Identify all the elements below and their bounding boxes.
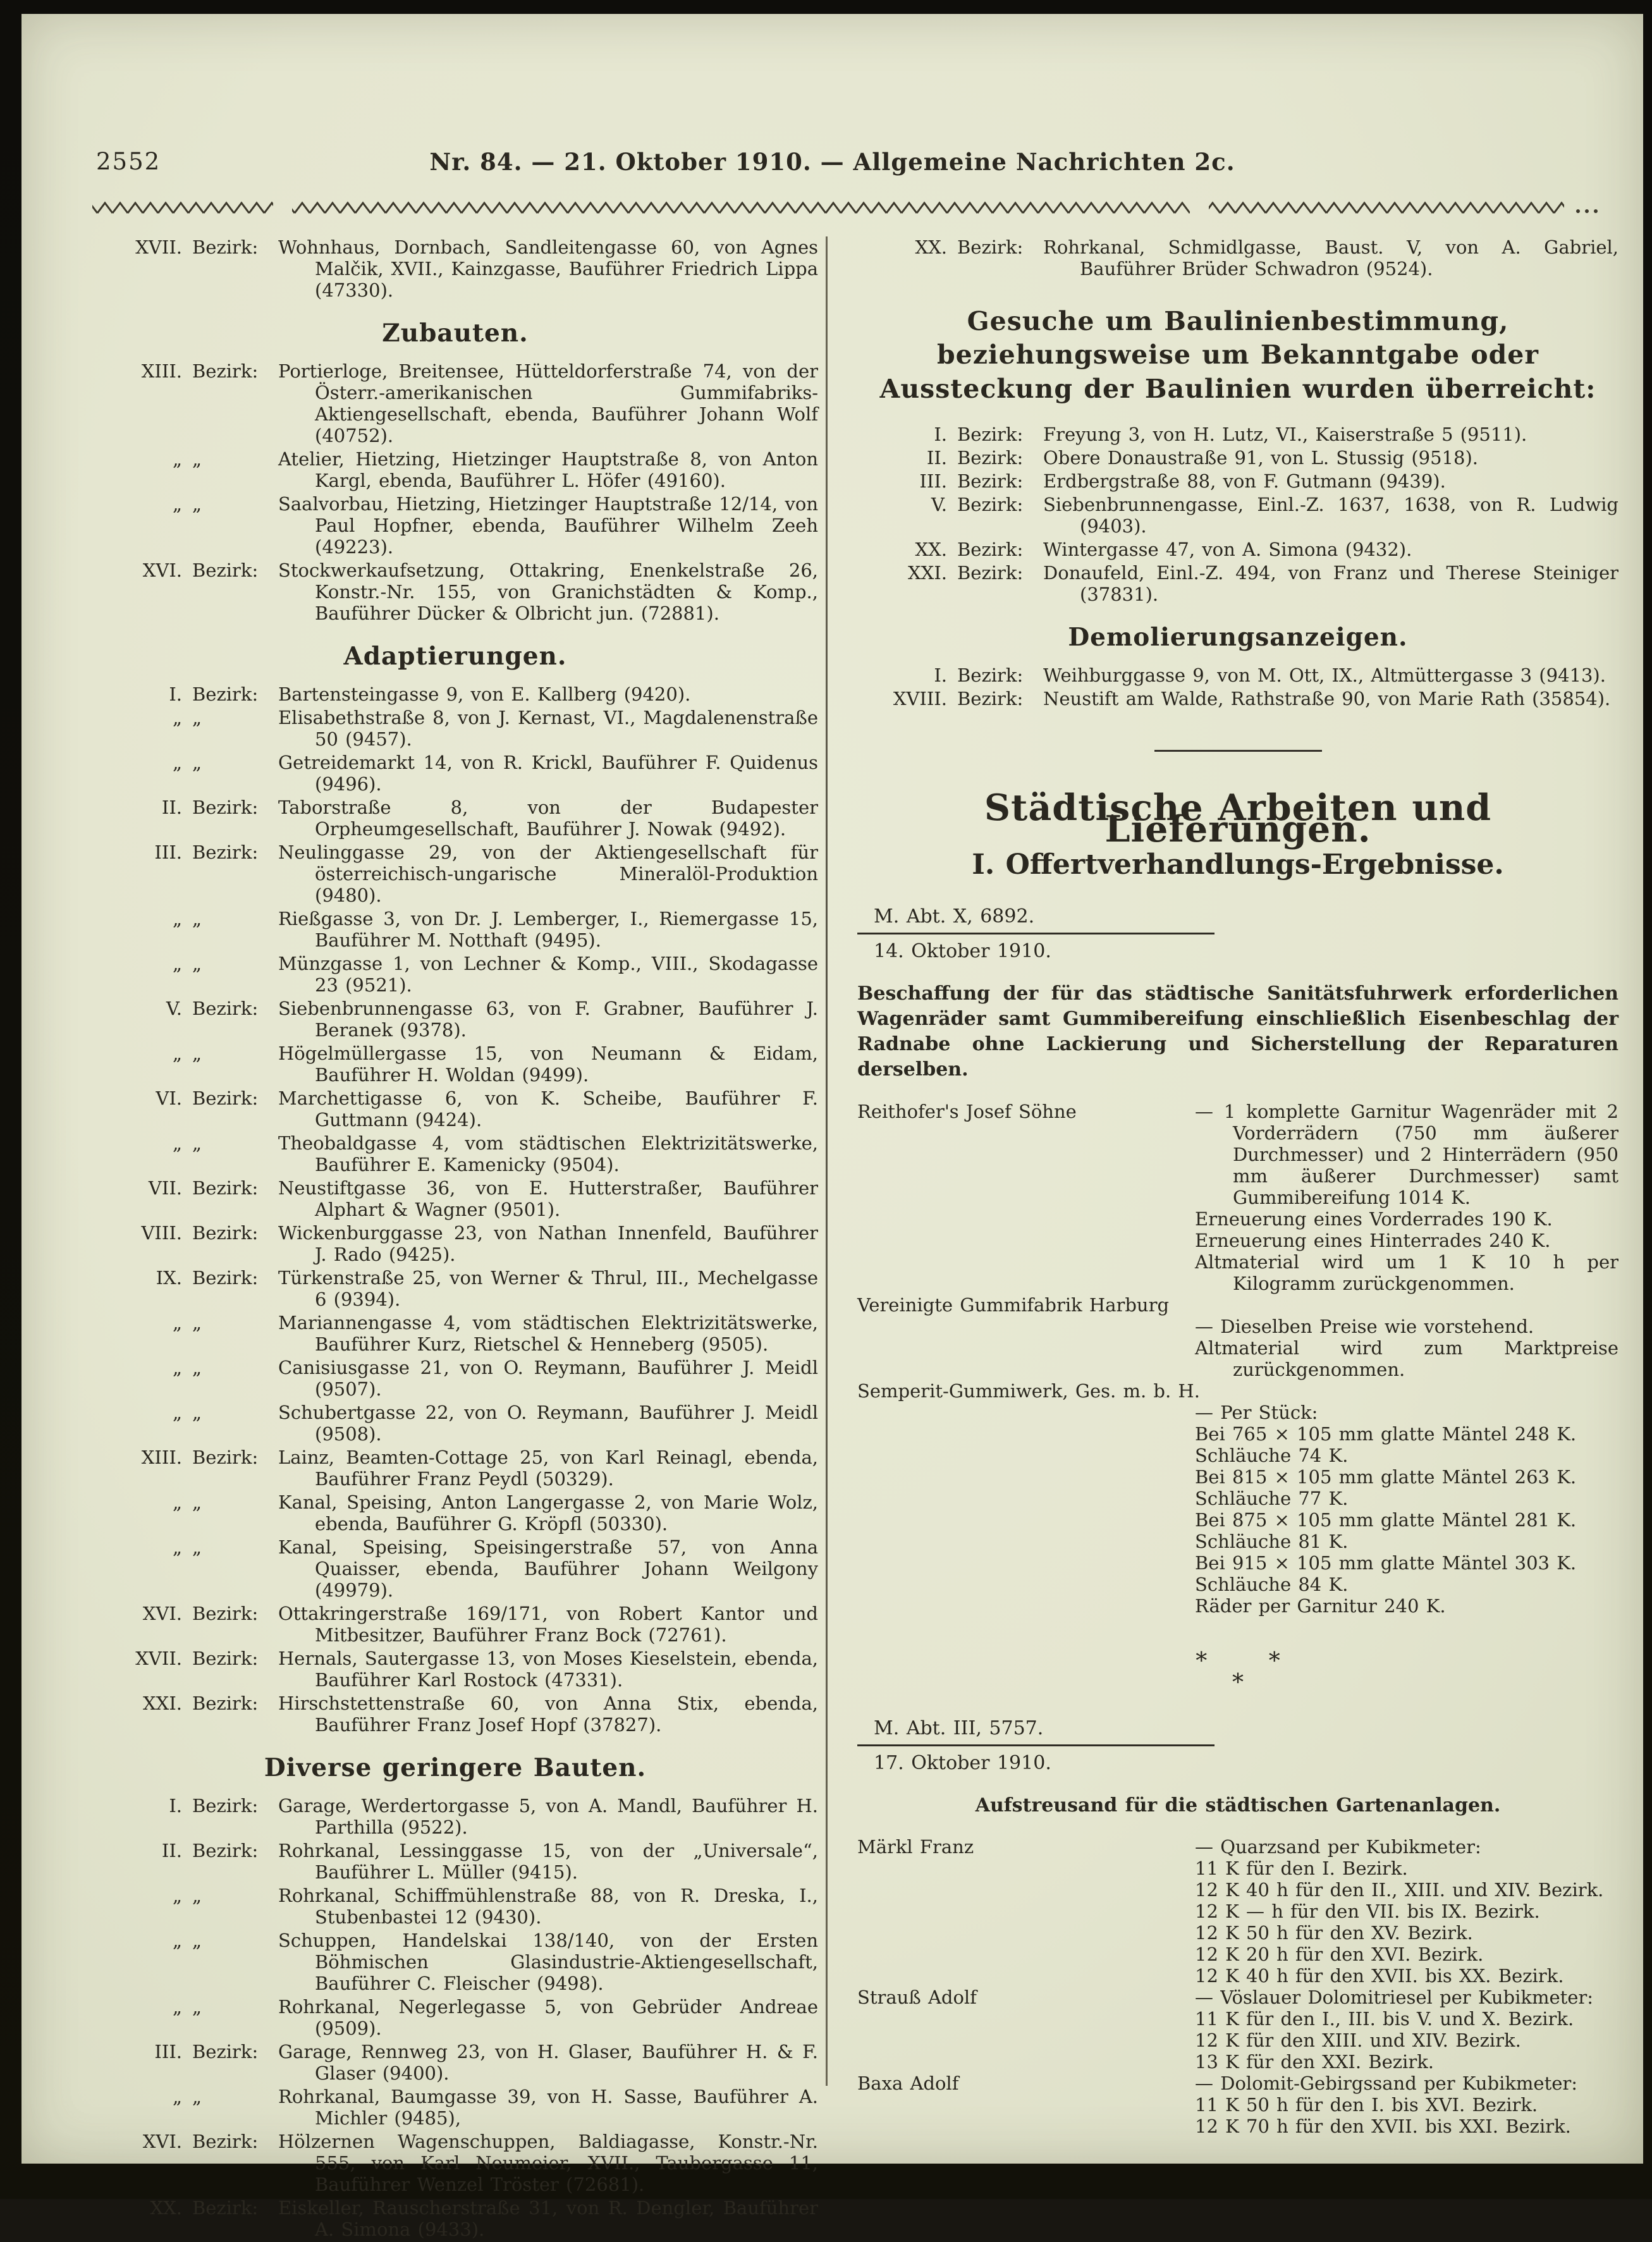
entry-district-label: Bezirk: bbox=[957, 236, 1024, 258]
entry-district-number: „ bbox=[172, 1043, 182, 1064]
notice-date: 17. Oktober 1910. bbox=[874, 1751, 1051, 1774]
entry-district-number: II. bbox=[161, 1840, 182, 1861]
entry-district-label: „ bbox=[192, 1132, 202, 1154]
entry-district-label: Bezirk: bbox=[192, 1267, 259, 1289]
permit-entry bbox=[857, 539, 1618, 560]
entry-district-number: „ bbox=[172, 953, 182, 974]
offer-line: 12 K 50 h für den XV. Bezirk. bbox=[1195, 1921, 1473, 1944]
offer-line: 11 K für den I. Bezirk. bbox=[1195, 1857, 1408, 1879]
page-header-title: Nr. 84. — 21. Oktober 1910. — Allgemeine Nachrichten 2c. bbox=[429, 148, 1235, 176]
permit-entry bbox=[92, 1132, 818, 1175]
entry-district-number: VIII. bbox=[141, 1222, 182, 1244]
permit-entry bbox=[92, 2131, 818, 2195]
entry-text: Wickenburggasse 23, von Nathan Innenfeld, Bauführer J. Rado (9425). bbox=[278, 1222, 818, 1265]
offer-line: 12 K 20 h für den XVI. Bezirk. bbox=[1195, 1943, 1484, 1965]
entry-district-label: Bezirk: bbox=[192, 1840, 259, 1861]
offer-line: 12 K für den XIII. und XIV. Bezirk. bbox=[1195, 2029, 1521, 2051]
zubauten-entries bbox=[92, 360, 818, 624]
entry-district-number: II. bbox=[926, 446, 947, 469]
permit-entry bbox=[92, 752, 818, 795]
entry-district-label: Bezirk: bbox=[957, 493, 1024, 515]
column-divider-rule bbox=[826, 236, 828, 2086]
permit-entry bbox=[92, 1795, 818, 1838]
entry-district-label: Bezirk: bbox=[192, 560, 259, 581]
offer-row bbox=[857, 1380, 1618, 1617]
heading-diverse-bauten: Diverse geringere Bauten. bbox=[264, 1753, 647, 1782]
entry-district-number: „ bbox=[172, 1132, 182, 1154]
notice-reference-rule bbox=[857, 1744, 1215, 1746]
zigzag-divider bbox=[67, 197, 1600, 219]
offer-bidder-name: Vereinigte Gummifabrik Harburg bbox=[857, 1294, 1170, 1316]
entry-text: Stockwerkaufsetzung, Ottakring, Enenkelstraße 26, Konstr.-Nr. 155, von Granichstädten & Komp., Bauführer Dücker & Olbricht jun. (72881). bbox=[278, 560, 818, 624]
offer-line: Bei 915 × 105 mm glatte Mäntel 303 K. bbox=[1195, 1552, 1577, 1574]
entry-district-label: „ bbox=[192, 2086, 202, 2107]
permit-entry bbox=[92, 1357, 818, 1400]
entry-district-label: „ bbox=[192, 752, 202, 773]
offer-line: 12 K 40 h für den XVII. bis XX. Bezirk. bbox=[1195, 1964, 1564, 1987]
entry-text: Högelmüllergasse 15, von Neumann & Eidam, Bauführer H. Woldan (9499). bbox=[278, 1043, 818, 1086]
asterisk-icon: * bbox=[1268, 1648, 1280, 1674]
permit-entry bbox=[857, 562, 1618, 605]
entry-district-number: XVI. bbox=[142, 560, 182, 581]
entry-district-number: I. bbox=[934, 423, 947, 445]
offer-line: 11 K für den I., III. bis V. und X. Bezirk. bbox=[1195, 2007, 1574, 2030]
offer-details bbox=[1137, 1987, 1618, 2073]
heading-gesuche-baulinien: Gesuche um Baulinienbestimmung, beziehungsweise um Bekanntgabe oder Aussteckung der Baulinien wurden überreicht: bbox=[879, 306, 1596, 404]
entry-district-number: „ bbox=[172, 707, 182, 728]
entry-district-number: V. bbox=[931, 493, 947, 515]
entry-district-number: XXI. bbox=[908, 561, 947, 584]
permit-entry bbox=[92, 493, 818, 558]
page-number: 2552 bbox=[96, 148, 161, 175]
entry-district-number: V. bbox=[166, 998, 182, 1019]
entry-text: Rohrkanal, Lessinggasse 15, von der „Universale“, Bauführer L. Müller (9415). bbox=[278, 1840, 818, 1883]
entry-district-label: Bezirk: bbox=[192, 360, 259, 382]
entry-district-label: Bezirk: bbox=[192, 2131, 259, 2152]
permit-entry bbox=[92, 2197, 818, 2240]
entry-district-number: I. bbox=[169, 1795, 182, 1816]
offer-line: — 1 komplette Garnitur Wagenräder mit 2 Vorderrädern (750 mm äußerer Durchmesser) und 2 Hinterrädern (950 mm äußerer Durchmesser) samt Gummibereifung 1014 K. bbox=[1195, 1100, 1618, 1208]
entry-district-number: XVIII. bbox=[893, 687, 947, 709]
entry-text: Schuppen, Handelskai 138/140, von der Ersten Böhmischen Glasindustrie-Aktiengesellschaft, Bauführer C. Fleischer (9498). bbox=[278, 1930, 818, 1994]
permit-entry bbox=[92, 1840, 818, 1883]
entry-district-number: III. bbox=[154, 2041, 182, 2062]
entry-text: Rohrkanal, Negerlegasse 5, von Gebrüder Andreae (9509). bbox=[278, 1996, 818, 2039]
permit-entry bbox=[92, 1447, 818, 1490]
permit-entry bbox=[92, 1312, 818, 1355]
entry-district-number: XX. bbox=[915, 538, 947, 560]
offer-row bbox=[857, 1987, 1618, 2073]
entry-district-label: Bezirk: bbox=[192, 236, 259, 258]
entry-text: Kanal, Speising, Anton Langergasse 2, von Marie Wolz, ebenda, Bauführer G. Kröpfl (50330). bbox=[278, 1492, 818, 1534]
entry-district-number: I. bbox=[169, 683, 182, 705]
offer-line: — Dieselben Preise wie vorstehend. bbox=[1195, 1315, 1534, 1337]
entry-district-label: „ bbox=[192, 1402, 202, 1423]
permit-entry bbox=[92, 1693, 818, 1736]
entry-district-number: XX. bbox=[150, 2197, 182, 2219]
offer-line: Erneuerung eines Hinterrades 240 K. bbox=[1195, 1229, 1551, 1251]
entry-district-label: Bezirk: bbox=[192, 842, 259, 863]
entry-text: Atelier, Hietzing, Hietzinger Hauptstraße 8, von Anton Kargl, ebenda, Bauführer L. Höfer (49160). bbox=[278, 448, 818, 491]
entry-district-number: „ bbox=[172, 1357, 182, 1378]
permit-entry bbox=[92, 1177, 818, 1220]
entry-text: Weihburggasse 9, von M. Ott, IX., Altmüttergasse 3 (9413). bbox=[1043, 664, 1606, 686]
offer-bidder-name: Semperit-Gummiwerk, Ges. m. b. H. bbox=[857, 1380, 1200, 1402]
entry-text: Garage, Rennweg 23, von H. Glaser, Bauführer H. & F. Glaser (9400). bbox=[278, 2041, 818, 2084]
entry-text: Canisiusgasse 21, von O. Reymann, Bauführer J. Meidl (9507). bbox=[278, 1357, 818, 1400]
entry-text: Hölzernen Wagenschuppen, Baldiagasse, Konstr.-Nr. 555, von Karl Neumeier, XVII., Taubergasse 11, Bauführer Wenzel Tröster (72681). bbox=[278, 2131, 818, 2195]
notice-offers bbox=[857, 1836, 1618, 2137]
permit-entry bbox=[92, 953, 818, 996]
entry-district-number: II. bbox=[161, 797, 182, 818]
permit-entry bbox=[92, 842, 818, 906]
entry-district-label: Bezirk: bbox=[192, 2197, 259, 2219]
offer-line: Schläuche 74 K. bbox=[1195, 1444, 1349, 1466]
offer-line: 13 K für den XXI. Bezirk. bbox=[1195, 2050, 1434, 2073]
offer-line: — Dolomit-Gebirgssand per Kubikmeter: bbox=[1195, 2072, 1578, 2094]
entry-text: Saalvorbau, Hietzing, Hietzinger Hauptstraße 12/14, von Paul Hopfner, ebenda, Bauführer Wilhelm Zeeh (49223). bbox=[278, 493, 818, 558]
entry-text: Kanal, Speising, Speisingerstraße 57, von Anna Quaisser, ebenda, Bauführer Johann Weilgony (49979). bbox=[278, 1536, 818, 1601]
offer-line: Altmaterial wird zum Marktpreise zurückgenommen. bbox=[1195, 1337, 1618, 1380]
entry-text: Neustiftgasse 36, von E. Hutterstraßer, Bauführer Alphart & Wagner (9501). bbox=[278, 1177, 818, 1220]
offer-line: 12 K 70 h für den XVII. bis XXI. Bezirk. bbox=[1195, 2115, 1571, 2137]
permit-entry bbox=[857, 236, 1618, 279]
right-column bbox=[857, 236, 1618, 2141]
asterisk-separator bbox=[857, 1648, 1618, 1696]
entry-district-label: „ bbox=[192, 908, 202, 929]
permit-entry bbox=[92, 448, 818, 491]
entry-district-label: Bezirk: bbox=[957, 446, 1024, 469]
entry-district-label: „ bbox=[192, 953, 202, 974]
heading-adaptierungen: Adaptierungen. bbox=[343, 642, 567, 671]
entry-text: Rohrkanal, Baumgasse 39, von H. Sasse, Bauführer A. Michler (9485), bbox=[278, 2086, 818, 2129]
entry-district-label: „ bbox=[192, 1492, 202, 1513]
entry-text: Portierloge, Breitensee, Hütteldorferstraße 74, von der Österr.-amerikanischen Gummifabriks-Aktiengesellschaft, ebenda, Bauführer Johann Wolf (40752). bbox=[278, 360, 818, 446]
permit-entry bbox=[92, 560, 818, 624]
offer-row bbox=[857, 2073, 1618, 2137]
offer-line: Bei 815 × 105 mm glatte Mäntel 263 K. bbox=[1195, 1466, 1577, 1488]
entry-district-label: „ bbox=[192, 1536, 202, 1558]
entry-district-label: Bezirk: bbox=[192, 1177, 259, 1199]
permit-entry bbox=[92, 2086, 818, 2129]
entry-text: Theobaldgasse 4, vom städtischen Elektrizitätswerke, Bauführer E. Kamenicky (9504). bbox=[278, 1132, 818, 1175]
entry-district-label: Bezirk: bbox=[192, 1648, 259, 1669]
permit-entry bbox=[92, 1885, 818, 1928]
baulinien-entries bbox=[857, 424, 1618, 605]
notice-subject: Beschaffung der für das städtische Sanitätsfuhrwerk erforderlichen Wagenräder samt Gummibereifung einschließlich Eisenbeschlag der Radnabe ohne Lackierung und Sicherstellung der Reparaturen derselben. bbox=[857, 982, 1618, 1081]
entry-district-label: Bezirk: bbox=[192, 683, 259, 705]
entry-district-number: „ bbox=[172, 1402, 182, 1423]
entry-district-label: Bezirk: bbox=[192, 1222, 259, 1244]
entry-text: Donaufeld, Einl.-Z. 494, von Franz und Therese Steiniger (37831). bbox=[1043, 561, 1618, 605]
permit-entry bbox=[92, 360, 818, 446]
entry-district-label: „ bbox=[192, 1312, 202, 1333]
section-divider-rule bbox=[1154, 750, 1322, 752]
entry-district-number: XVII. bbox=[135, 1648, 182, 1669]
heading-demolierungsanzeigen: Demolierungsanzeigen. bbox=[1068, 622, 1408, 652]
entry-district-label: Bezirk: bbox=[957, 470, 1024, 492]
entry-text: Hernals, Sautergasse 13, von Moses Kieselstein, ebenda, Bauführer Karl Rostock (47331). bbox=[278, 1648, 818, 1691]
entry-district-label: Bezirk: bbox=[192, 1087, 259, 1109]
permit-entry bbox=[92, 1043, 818, 1086]
tender-notice-1 bbox=[857, 906, 1618, 1617]
permit-entry bbox=[92, 1996, 818, 2039]
entry-district-number: „ bbox=[172, 493, 182, 515]
offer-row bbox=[857, 1101, 1618, 1294]
entry-district-number: IX. bbox=[156, 1267, 182, 1289]
entry-district-number: „ bbox=[172, 1536, 182, 1558]
entry-district-number: XVI. bbox=[142, 1603, 182, 1624]
entry-district-label: Bezirk: bbox=[192, 1693, 259, 1714]
entry-district-number: „ bbox=[172, 1492, 182, 1513]
entry-district-number: „ bbox=[172, 752, 182, 773]
offer-bidder-name: Strauß Adolf bbox=[857, 1986, 977, 2008]
entry-text: Freyung 3, von H. Lutz, VI., Kaiserstraße 5 (9511). bbox=[1043, 423, 1527, 445]
entry-district-label: „ bbox=[192, 1043, 202, 1064]
entry-text: Taborstraße 8, von der Budapester Orpheumgesellschaft, Bauführer J. Nowak (9492). bbox=[278, 797, 818, 840]
entry-district-number: „ bbox=[172, 908, 182, 929]
newspaper-page bbox=[21, 14, 1643, 2240]
entry-district-number: VI. bbox=[156, 1087, 182, 1109]
permit-entry bbox=[857, 447, 1618, 469]
offer-bidder-name: Reithofer's Josef Söhne bbox=[857, 1100, 1077, 1122]
entry-district-number: „ bbox=[172, 1996, 182, 2018]
permit-entry bbox=[92, 1930, 818, 1994]
entry-district-number: I. bbox=[934, 664, 947, 686]
entry-district-number: „ bbox=[172, 2086, 182, 2107]
notice-date: 14. Oktober 1910. bbox=[874, 940, 1051, 962]
permit-entry bbox=[857, 494, 1618, 537]
diverse-bauten-entries bbox=[92, 1795, 818, 2240]
entry-district-number: XX. bbox=[915, 236, 947, 258]
offertverhandlungs-subtitle: I. Offertverhandlungs-Ergebnisse. bbox=[972, 848, 1504, 881]
entry-district-label: Bezirk: bbox=[192, 1447, 259, 1468]
permit-entry bbox=[92, 1603, 818, 1646]
entry-text: Elisabethstraße 8, von J. Kernast, VI., Magdalenenstraße 50 (9457). bbox=[278, 707, 818, 750]
offer-line: Schläuche 81 K. bbox=[1195, 1530, 1349, 1552]
entry-text: Garage, Werdertorgasse 5, von A. Mandl, Bauführer H. Parthilla (9522). bbox=[278, 1795, 818, 1838]
offer-line: 11 K 50 h für den I. bis XVI. Bezirk. bbox=[1195, 2093, 1538, 2116]
permit-entry bbox=[92, 1648, 818, 1691]
entry-district-number: XIII. bbox=[141, 360, 182, 382]
offer-row bbox=[857, 1836, 1618, 1987]
permit-entry bbox=[92, 1087, 818, 1130]
entry-district-number: „ bbox=[172, 1312, 182, 1333]
offer-line: — Vöslauer Dolomitriesel per Kubikmeter: bbox=[1195, 1986, 1594, 2008]
offer-line: Altmaterial wird um 1 K 10 h per Kilogramm zurückgenommen. bbox=[1195, 1251, 1618, 1294]
entry-text: Siebenbrunnengasse 63, von F. Grabner, Bauführer J. Beranek (9378). bbox=[278, 998, 818, 1041]
entry-district-label: Bezirk: bbox=[192, 2041, 259, 2062]
entry-district-number: XXI. bbox=[143, 1693, 182, 1714]
offer-details bbox=[1137, 1316, 1618, 1380]
offer-line: Bei 875 × 105 mm glatte Mäntel 281 K. bbox=[1195, 1509, 1577, 1531]
offer-row bbox=[857, 1294, 1618, 1380]
permit-entry bbox=[92, 908, 818, 951]
offer-details bbox=[1137, 1101, 1618, 1294]
entry-text: Schubertgasse 22, von O. Reymann, Bauführer J. Meidl (9508). bbox=[278, 1402, 818, 1445]
entry-text: Marchettigasse 6, von K. Scheibe, Bauführer F. Guttmann (9424). bbox=[278, 1087, 818, 1130]
right-intro-entries bbox=[857, 236, 1618, 279]
offer-bidder-name: Märkl Franz bbox=[857, 1835, 974, 1858]
offer-line: 12 K 40 h für den II., XIII. und XIV. Bezirk. bbox=[1195, 1878, 1604, 1901]
permit-entry bbox=[92, 1267, 818, 1310]
permit-entry bbox=[92, 236, 818, 301]
permit-entry bbox=[857, 665, 1618, 686]
entry-district-label: Bezirk: bbox=[192, 998, 259, 1019]
entry-district-number: XVII. bbox=[135, 236, 182, 258]
entry-district-number: „ bbox=[172, 1885, 182, 1906]
permit-entry bbox=[92, 683, 818, 705]
entry-text: Eiskeller, Rauscherstraße 31, von R. Dengler, Bauführer A. Simona (9433). bbox=[278, 2197, 818, 2240]
entry-text: Bartensteingasse 9, von E. Kallberg (9420). bbox=[278, 683, 691, 705]
entry-text: Mariannengasse 4, vom städtischen Elektrizitätswerke, Bauführer Kurz, Rietschel & Henneberg (9505). bbox=[278, 1312, 818, 1355]
entry-district-label: Bezirk: bbox=[957, 687, 1024, 709]
notice-reference: M. Abt. III, 5757. bbox=[874, 1717, 1044, 1739]
asterisk-icon: * bbox=[1232, 1669, 1244, 1696]
entry-text: Obere Donaustraße 91, von L. Stussig (9518). bbox=[1043, 446, 1478, 469]
entry-district-label: Bezirk: bbox=[192, 1603, 259, 1624]
entry-text: Rohrkanal, Schmidlgasse, Baust. V, von A. Gabriel, Bauführer Brüder Schwadron (9524). bbox=[1043, 236, 1618, 279]
entry-district-number: „ bbox=[172, 448, 182, 470]
offer-details bbox=[1137, 1836, 1618, 1987]
entry-district-number: III. bbox=[919, 470, 947, 492]
entry-district-label: „ bbox=[192, 1996, 202, 2018]
permit-entry bbox=[92, 1222, 818, 1265]
entry-text: Rießgasse 3, von Dr. J. Lemberger, I., Riemergasse 15, Bauführer M. Notthaft (9495). bbox=[278, 908, 818, 951]
permit-entry bbox=[857, 470, 1618, 492]
offer-line: — Per Stück: bbox=[1195, 1401, 1318, 1423]
entry-district-label: „ bbox=[192, 1885, 202, 1906]
adaptierungen-entries bbox=[92, 683, 818, 1736]
heading-zubauten: Zubauten. bbox=[382, 319, 529, 348]
permit-entry bbox=[92, 797, 818, 840]
entry-district-label: Bezirk: bbox=[957, 423, 1024, 445]
offer-line: Schläuche 84 K. bbox=[1195, 1573, 1349, 1595]
offer-line: 12 K — h für den VII. bis IX. Bezirk. bbox=[1195, 1900, 1540, 1922]
entry-district-label: „ bbox=[192, 493, 202, 515]
offer-line: Erneuerung eines Vorderrades 190 K. bbox=[1195, 1208, 1553, 1230]
entry-district-label: Bezirk: bbox=[192, 797, 259, 818]
left-column bbox=[92, 236, 818, 2242]
entry-text: Wohnhaus, Dornbach, Sandleitengasse 60, von Agnes Malčik, XVII., Kainzgasse, Bauführer Friedrich Lippa (47330). bbox=[278, 236, 818, 301]
entry-district-label: „ bbox=[192, 1930, 202, 1951]
offer-bidder-name: Baxa Adolf bbox=[857, 2072, 959, 2094]
entry-district-number: XVI. bbox=[142, 2131, 182, 2152]
offer-line: Schläuche 77 K. bbox=[1195, 1487, 1349, 1509]
tender-notice-2 bbox=[857, 1718, 1618, 2137]
entry-district-number: III. bbox=[154, 842, 182, 863]
entry-district-label: „ bbox=[192, 1357, 202, 1378]
entry-text: Ottakringerstraße 169/171, von Robert Kantor und Mitbesitzer, Bauführer Franz Bock (72761). bbox=[278, 1603, 818, 1646]
entry-district-label: „ bbox=[192, 707, 202, 728]
notice-offers bbox=[857, 1101, 1618, 1617]
entry-text: Rohrkanal, Schiffmühlenstraße 88, von R. Dreska, I., Stubenbastei 12 (9430). bbox=[278, 1885, 818, 1928]
demolierungs-entries bbox=[857, 665, 1618, 709]
asterisk-icon: * bbox=[1196, 1648, 1208, 1674]
entry-district-number: VII. bbox=[148, 1177, 182, 1199]
entry-text: Neulinggasse 29, von der Aktiengesellschaft für österreichisch-ungarische Mineralöl-Produktion (9480). bbox=[278, 842, 818, 906]
entry-district-number: „ bbox=[172, 1930, 182, 1951]
permit-entry bbox=[92, 1536, 818, 1601]
notice-reference: M. Abt. X, 6892. bbox=[874, 905, 1035, 928]
notice-reference-rule bbox=[857, 933, 1215, 934]
permit-entry bbox=[92, 1492, 818, 1534]
entry-district-label: Bezirk: bbox=[957, 664, 1024, 686]
entry-text: Siebenbrunnengasse, Einl.-Z. 1637, 1638, von R. Ludwig (9403). bbox=[1043, 493, 1618, 537]
permit-entry bbox=[92, 707, 818, 750]
entry-district-label: Bezirk: bbox=[192, 1795, 259, 1816]
offer-line: Bei 765 × 105 mm glatte Mäntel 248 K. bbox=[1195, 1423, 1577, 1445]
permit-entry bbox=[857, 424, 1618, 445]
staedtische-arbeiten-title: Städtische Arbeiten und Lieferungen. bbox=[984, 786, 1492, 850]
offer-line: — Quarzsand per Kubikmeter: bbox=[1195, 1835, 1481, 1858]
entry-text: Hirschstettenstraße 60, von Anna Stix, ebenda, Bauführer Franz Josef Hopf (37827). bbox=[278, 1693, 818, 1736]
left-intro-entries bbox=[92, 236, 818, 301]
permit-entry bbox=[92, 2041, 818, 2084]
offer-details bbox=[1137, 1402, 1618, 1617]
permit-entry bbox=[92, 998, 818, 1041]
notice-subject: Aufstreusand für die städtischen Gartenanlagen. bbox=[975, 1794, 1501, 1816]
entry-district-label: Bezirk: bbox=[957, 538, 1024, 560]
entry-district-label: Bezirk: bbox=[957, 561, 1024, 584]
entry-text: Lainz, Beamten-Cottage 25, von Karl Reinagl, ebenda, Bauführer Franz Peydl (50329). bbox=[278, 1447, 818, 1490]
entry-text: Getreidemarkt 14, von R. Krickl, Bauführer F. Quidenus (9496). bbox=[278, 752, 818, 795]
permit-entry bbox=[857, 688, 1618, 709]
permit-entry bbox=[92, 1402, 818, 1445]
offer-line: Räder per Garnitur 240 K. bbox=[1195, 1595, 1446, 1617]
entry-text: Neustift am Walde, Rathstraße 90, von Marie Rath (35854). bbox=[1043, 687, 1611, 709]
offer-details bbox=[1137, 2073, 1618, 2137]
entry-district-number: XIII. bbox=[141, 1447, 182, 1468]
entry-text: Münzgasse 1, von Lechner & Komp., VIII., Skodagasse 23 (9521). bbox=[278, 953, 818, 996]
entry-text: Wintergasse 47, von A. Simona (9432). bbox=[1043, 538, 1412, 560]
entry-text: Türkenstraße 25, von Werner & Thrul, III., Mechelgasse 6 (9394). bbox=[278, 1267, 818, 1310]
page-header bbox=[21, 148, 1643, 186]
entry-text: Erdbergstraße 88, von F. Gutmann (9439). bbox=[1043, 470, 1446, 492]
entry-district-label: „ bbox=[192, 448, 202, 470]
